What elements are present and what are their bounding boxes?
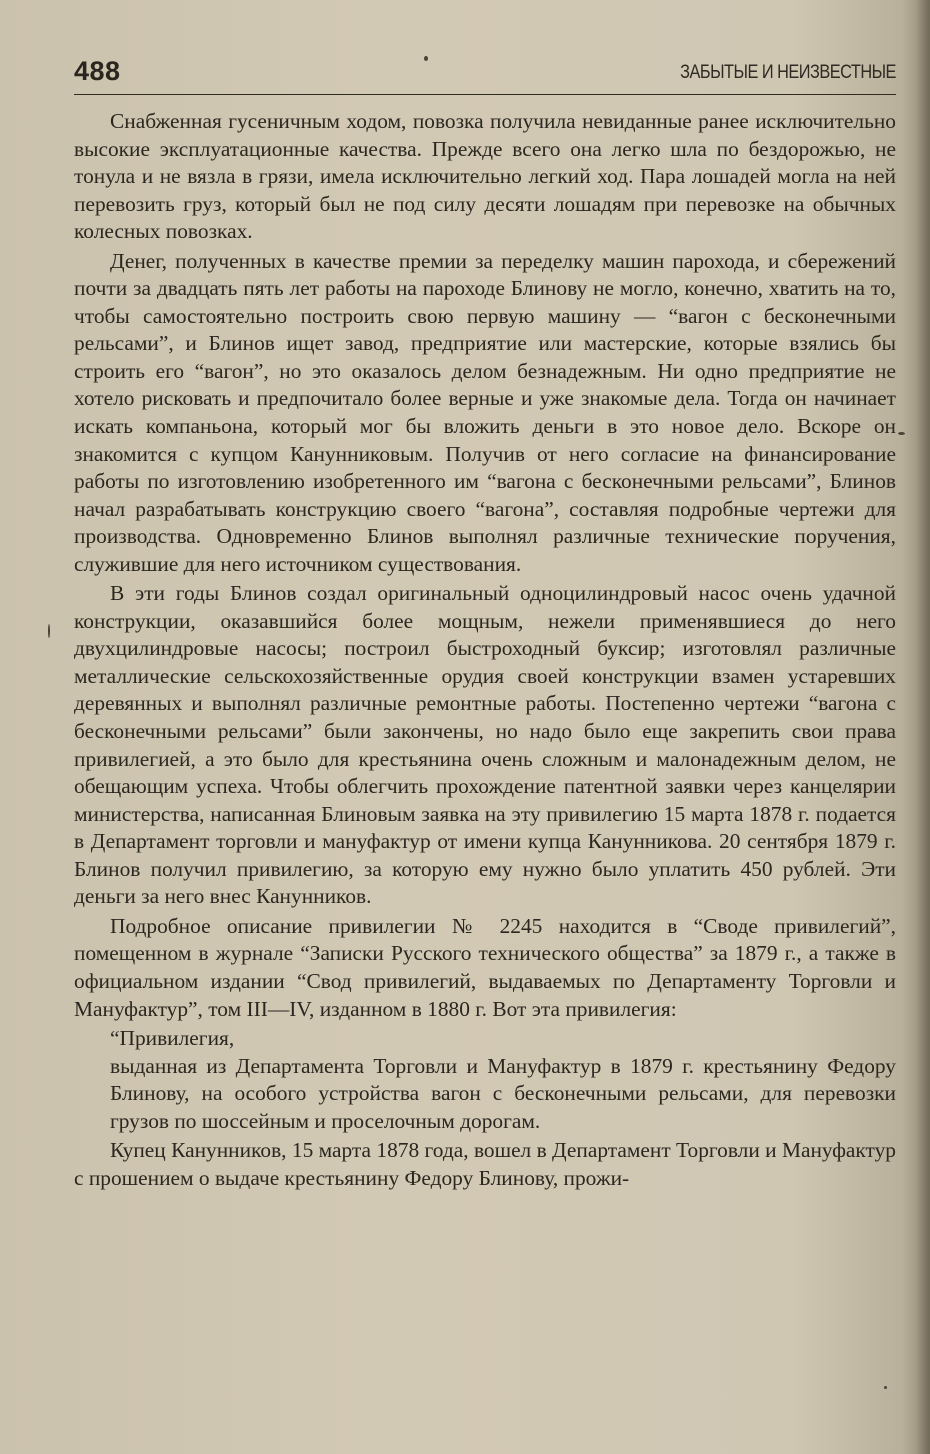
page-header — [74, 50, 896, 95]
paragraph-3: В эти годы Блинов создал оригинальный одноцилиндровый насос очень удачной конструкции, оказавшийся более мощным, нежели применявшиеся до него двухцилиндровые насосы; построил быстроходный буксир; изготовлял различные металлические сельскохозяйственные орудия своей конструкции взамен устаревших деревянных и выполнял различные ремонтные работы. Постепенно чертежи “вагона с бесконечными рельсами” были закончены, но надо было еще закрепить свои права привилегией, а это было для крестьянина очень сложным и малонадежным делом, не обещающим успеха. Чтобы облегчить прохождение патентной заявки через канцелярии министерства, написанная Блиновым заявка на эту привилегию 15 марта 1878 г. подается в Департамент торговли и мануфактур от имени купца Канунникова. 20 сентября 1879 г. Блинов получил привилегию, за которую ему нужно было уплатить 450 рублей. Эти деньги за него внес Канунников. — [74, 581, 896, 909]
paragraph-2: Денег, полученных в качестве премии за переделку машин парохода, и сбережений почти за двадцать пять лет работы на пароходе Блинову не могло, конечно, хватить на то, чтобы самостоятельно построить свою первую машину — “вагон с бесконечными рельсами”, и Блинов ищет завод, предприятие или мастерские, которые взялись бы строить его “вагон”, но это оказалось делом безнадежным. Ни одно предприятие не хотело рисковать и предпочитало более верные и уже знакомые дела. Тогда он начинает искать компаньона, который мог бы вложить деньги в это новое дело. Вскоре он знакомится с купцом Канунниковым. Получив от него согласие на финансирование работы по изготовлению изобретенного им “вагона с бесконечными рельсами”, Блинов начал разрабатывать конструкцию своего “вагона”, составляя подробные чертежи для производства. Одновременно Блинов выполнял различные технические поручения, служившие для него источником существования. — [74, 248, 896, 576]
running-head: ЗАБЫТЫЕ И НЕИЗВЕСТНЫЕ — [680, 62, 896, 83]
paragraph-7: Купец Канунников, 15 марта 1878 года, вошел в Департамент Торговли и Мануфактур с прошением о выдаче крестьянину Федору Блинову, прожи- — [74, 1138, 896, 1190]
print-speck — [48, 624, 50, 638]
page-spine-shadow — [916, 0, 930, 1454]
privilege-heading: “Привилегия, — [110, 1026, 235, 1051]
body-text — [74, 108, 896, 1194]
privilege-text: выданная из Департамента Торговли и Мануфактур в 1879 г. крестьянину Федору Блинову, на особого устройства вагон с бесконечными рельсами, для перевозки грузов по шоссейным и проселочным дорогам. — [110, 1053, 896, 1133]
paragraph-4: Подробное описание привилегии № 2245 находится в “Своде привилегий”, помещенном в журнале “Записки Русского технического общества” за 1879 г., а также в официальном издании “Свод привилегий, выдаваемых по Департаменту Торговли и Мануфактур”, том III—IV, изданном в 1880 г. Вот эта привилегия: — [74, 913, 896, 1021]
print-speck — [884, 1386, 887, 1389]
print-speck — [898, 432, 905, 435]
page-number: 488 — [74, 56, 121, 86]
paragraph-1: Снабженная гусеничным ходом, повозка получила невиданные ранее исключительно высокие эксплуатационные качества. Прежде всего она легко шла по бездорожью, не тонула и не вязла в грязи, имела исключительно легкий ход. Пара лошадей могла на ней перевозить груз, который был не под силу десяти лошадям при перевозке на обычных колесных повозках. — [74, 109, 896, 244]
print-speck — [424, 56, 428, 61]
